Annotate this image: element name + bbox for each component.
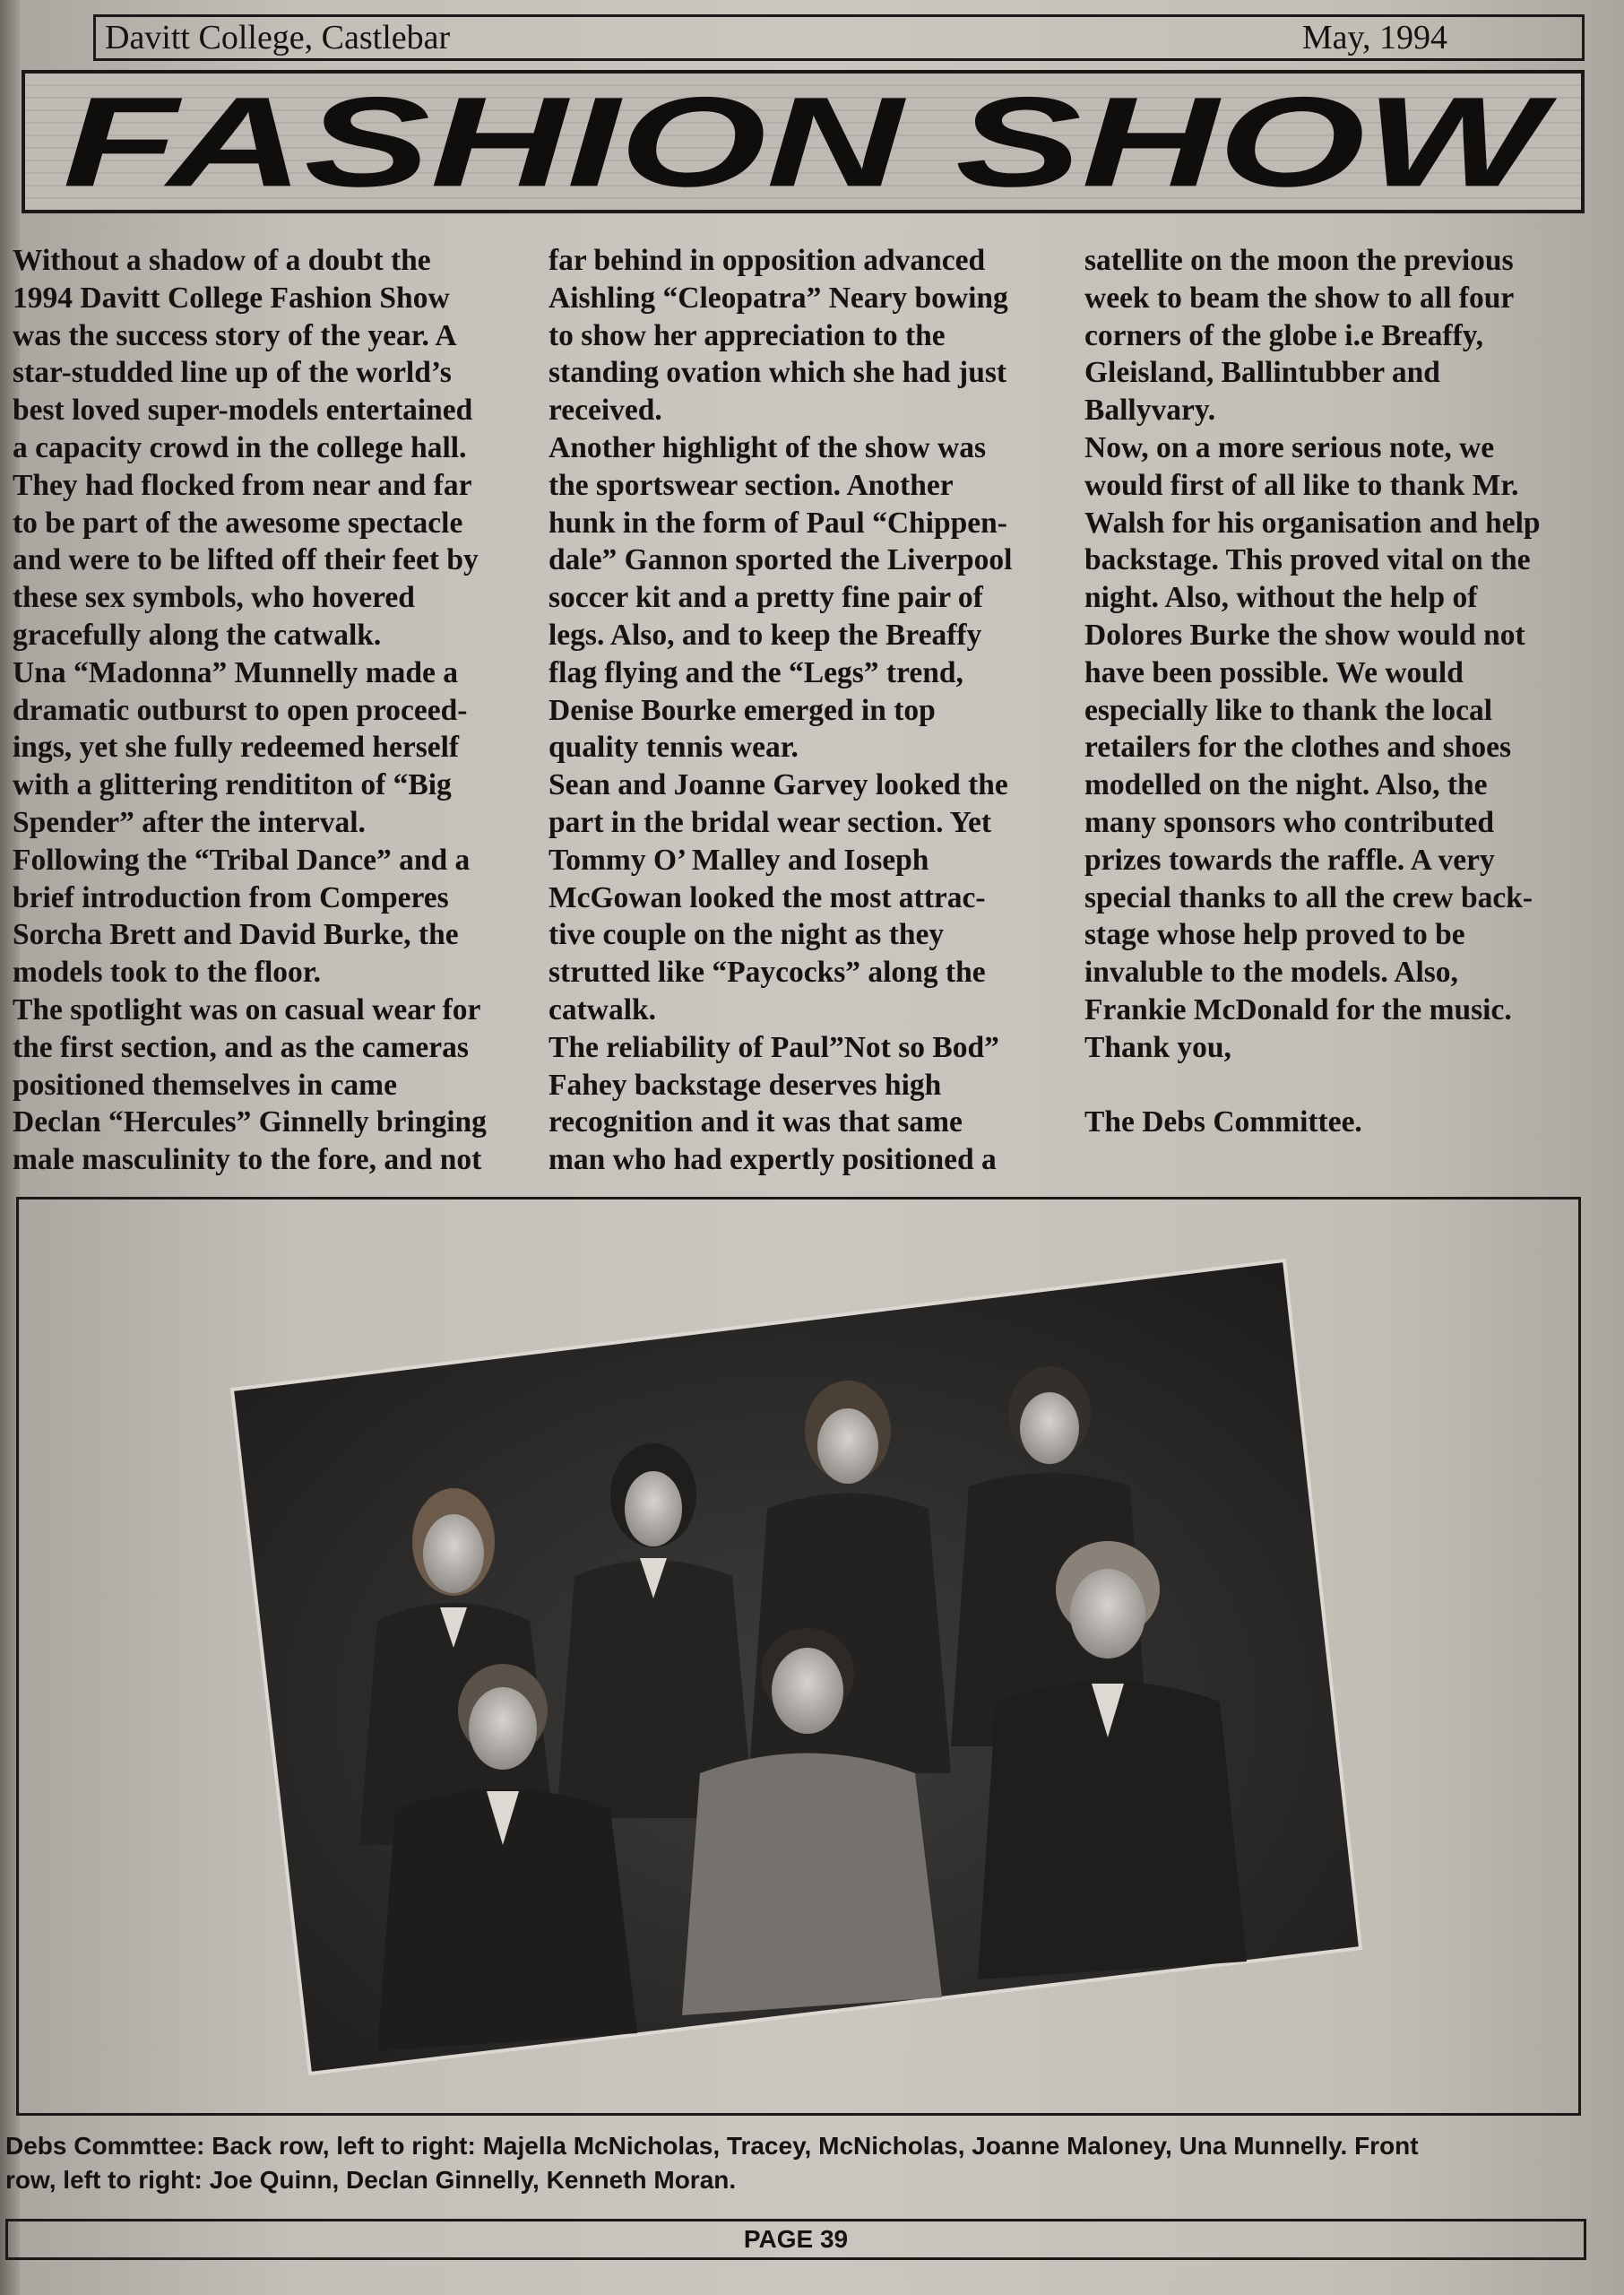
article-line: dale” Gannon sported the Liverpool bbox=[549, 543, 1013, 577]
article-line: catwalk. bbox=[549, 992, 657, 1026]
article-line: would first of all like to thank Mr. bbox=[1084, 468, 1519, 502]
article-line: star-studded line up of the world’s bbox=[13, 356, 452, 390]
article-line: Without a shadow of a doubt the bbox=[13, 244, 431, 277]
article-line: recognition and it was that same bbox=[549, 1105, 963, 1139]
article-line: Another highlight of the show was bbox=[549, 430, 986, 464]
article-line: They had flocked from near and far bbox=[13, 468, 472, 502]
jumper bbox=[978, 1682, 1247, 1980]
header-bar bbox=[93, 14, 1585, 61]
article-line: Denise Bourke emerged in top bbox=[549, 693, 936, 727]
title-banner bbox=[22, 70, 1585, 213]
article-line: Gleisland, Ballintubber and bbox=[1084, 356, 1440, 390]
article-line: man who had expertly positioned a bbox=[549, 1143, 997, 1177]
photo-frame bbox=[16, 1197, 1581, 2116]
article-line: 1994 Davitt College Fashion Show bbox=[13, 281, 450, 315]
article-line: Following the “Tribal Dance” and a bbox=[13, 843, 471, 877]
article-line: especially like to thank the local bbox=[1084, 693, 1493, 727]
article-line: standing ovation which she had just bbox=[549, 356, 1007, 390]
footer-bar bbox=[5, 2219, 1586, 2260]
article-line: many sponsors who contributed bbox=[1084, 805, 1494, 839]
article-line: Fahey backstage deserves high bbox=[549, 1068, 942, 1102]
article-line: The reliability of Paul”Not so Bod” bbox=[549, 1030, 999, 1064]
article-line: have been possible. We would bbox=[1084, 655, 1464, 689]
article-line: flag flying and the “Legs” trend, bbox=[549, 655, 963, 689]
face bbox=[625, 1471, 682, 1546]
article-line: modelled on the night. Also, the bbox=[1084, 768, 1488, 802]
article-line: Aishling “Cleopatra” Neary bowing bbox=[549, 281, 1008, 315]
article-line: Spender” after the interval. bbox=[13, 805, 366, 839]
article-line: gracefully along the catwalk. bbox=[13, 618, 382, 652]
caption-line-1: Debs Commttee: Back row, left to right: Majella McNicholas, Tracey, McNicholas, Joanne Maloney, Una Munnelly. Front bbox=[5, 2132, 1419, 2160]
article-line: hunk in the form of Paul “Chippen- bbox=[549, 506, 1007, 540]
article-line: legs. Also, and to keep the Breaffy bbox=[549, 618, 982, 652]
article-line: the first section, and as the cameras bbox=[13, 1030, 469, 1064]
article-line: invaluble to the models. Also, bbox=[1084, 956, 1458, 990]
photo-caption bbox=[5, 2129, 1619, 2197]
article-line bbox=[1084, 1067, 1586, 1104]
article-column-1 bbox=[13, 242, 532, 1188]
article-line: night. Also, without the help of bbox=[1084, 581, 1478, 615]
article-line: Walsh for his organisation and help bbox=[1084, 506, 1541, 540]
article-line: stage whose help proved to be bbox=[1084, 918, 1465, 952]
article-line: received. bbox=[549, 394, 662, 428]
article-line: McGowan looked the most attrac- bbox=[549, 880, 986, 914]
article-line: Una “Madonna” Munnelly made a bbox=[13, 655, 458, 689]
article-line: far behind in opposition advanced bbox=[549, 244, 986, 277]
article-line: Thank you, bbox=[1084, 1030, 1231, 1064]
article-line: Now, on a more serious note, we bbox=[1084, 430, 1495, 464]
article-line: soccer kit and a pretty fine pair of bbox=[549, 581, 983, 615]
page-number: PAGE 39 bbox=[743, 2225, 849, 2253]
jumper bbox=[749, 1494, 951, 1774]
article-line: to show her appreciation to the bbox=[549, 318, 946, 352]
banner-title: FASHION SHOW bbox=[62, 74, 1559, 210]
article-line: Frankie McDonald for the music. bbox=[1084, 992, 1512, 1026]
article-line: ings, yet she fully redeemed herself bbox=[13, 731, 460, 765]
article-line: was the success story of the year. A bbox=[13, 318, 457, 352]
caption-line-2: row, left to right: Joe Quinn, Declan Ginnelly, Kenneth Moran. bbox=[5, 2166, 737, 2194]
article-line: tive couple on the night as they bbox=[549, 918, 945, 952]
article-line: models took to the floor. bbox=[13, 956, 321, 990]
article-line: satellite on the moon the previous bbox=[1084, 244, 1514, 277]
article-line: positioned themselves in came bbox=[13, 1068, 397, 1102]
banner-title-svg bbox=[25, 74, 1581, 210]
face bbox=[469, 1687, 537, 1770]
article-line: to be part of the awesome spectacle bbox=[13, 506, 463, 540]
article-line: Tommy O’ Malley and Ioseph bbox=[549, 843, 929, 877]
article-line: a capacity crowd in the college hall. bbox=[13, 430, 467, 464]
article-column-2 bbox=[549, 242, 1070, 1188]
face bbox=[423, 1514, 484, 1593]
article-line: these sex symbols, who hovered bbox=[13, 581, 415, 615]
face bbox=[1070, 1569, 1145, 1658]
article-line: male masculinity to the fore, and not bbox=[13, 1143, 482, 1177]
article-line: best loved super-models entertained bbox=[13, 394, 473, 428]
article-line: the sportswear section. Another bbox=[549, 468, 954, 502]
article-line: prizes towards the raffle. A very bbox=[1084, 843, 1495, 877]
article-line: with a glittering rendititon of “Big bbox=[13, 768, 452, 802]
article-line: backstage. This proved vital on the bbox=[1084, 543, 1531, 577]
article-line: Sean and Joanne Garvey looked the bbox=[549, 768, 1008, 802]
article-body bbox=[13, 242, 1583, 1188]
article-line: corners of the globe i.e Breaffy, bbox=[1084, 318, 1484, 352]
article-line: part in the bridal wear section. Yet bbox=[549, 805, 992, 839]
sweater bbox=[682, 1754, 942, 2016]
school-name: Davitt College, Castlebar bbox=[105, 19, 451, 56]
face bbox=[1020, 1392, 1079, 1464]
article-column-3 bbox=[1084, 242, 1586, 1188]
article-line: brief introduction from Comperes bbox=[13, 880, 449, 914]
article-line: quality tennis wear. bbox=[549, 731, 799, 765]
article-line: Ballyvary. bbox=[1084, 394, 1216, 428]
article-line: The spotlight was on casual wear for bbox=[13, 992, 481, 1026]
article-line: week to beam the show to all four bbox=[1084, 281, 1515, 315]
article-line: The Debs Committee. bbox=[1084, 1105, 1362, 1139]
article-line: Dolores Burke the show would not bbox=[1084, 618, 1525, 652]
article-line: Sorcha Brett and David Burke, the bbox=[13, 918, 459, 952]
face bbox=[817, 1408, 878, 1484]
article-line: retailers for the clothes and shoes bbox=[1084, 731, 1512, 765]
face bbox=[772, 1648, 843, 1734]
article-line: strutted like “Paycocks” along the bbox=[549, 956, 986, 990]
issue-date: May, 1994 bbox=[1301, 19, 1447, 56]
article-line: dramatic outburst to open proceed- bbox=[13, 693, 468, 727]
article-line: and were to be lifted off their feet by bbox=[13, 543, 479, 577]
article-line: special thanks to all the crew back- bbox=[1084, 880, 1533, 914]
article-line: Declan “Hercules” Ginnelly bringing bbox=[13, 1105, 487, 1139]
group-photo bbox=[19, 1199, 1584, 2118]
